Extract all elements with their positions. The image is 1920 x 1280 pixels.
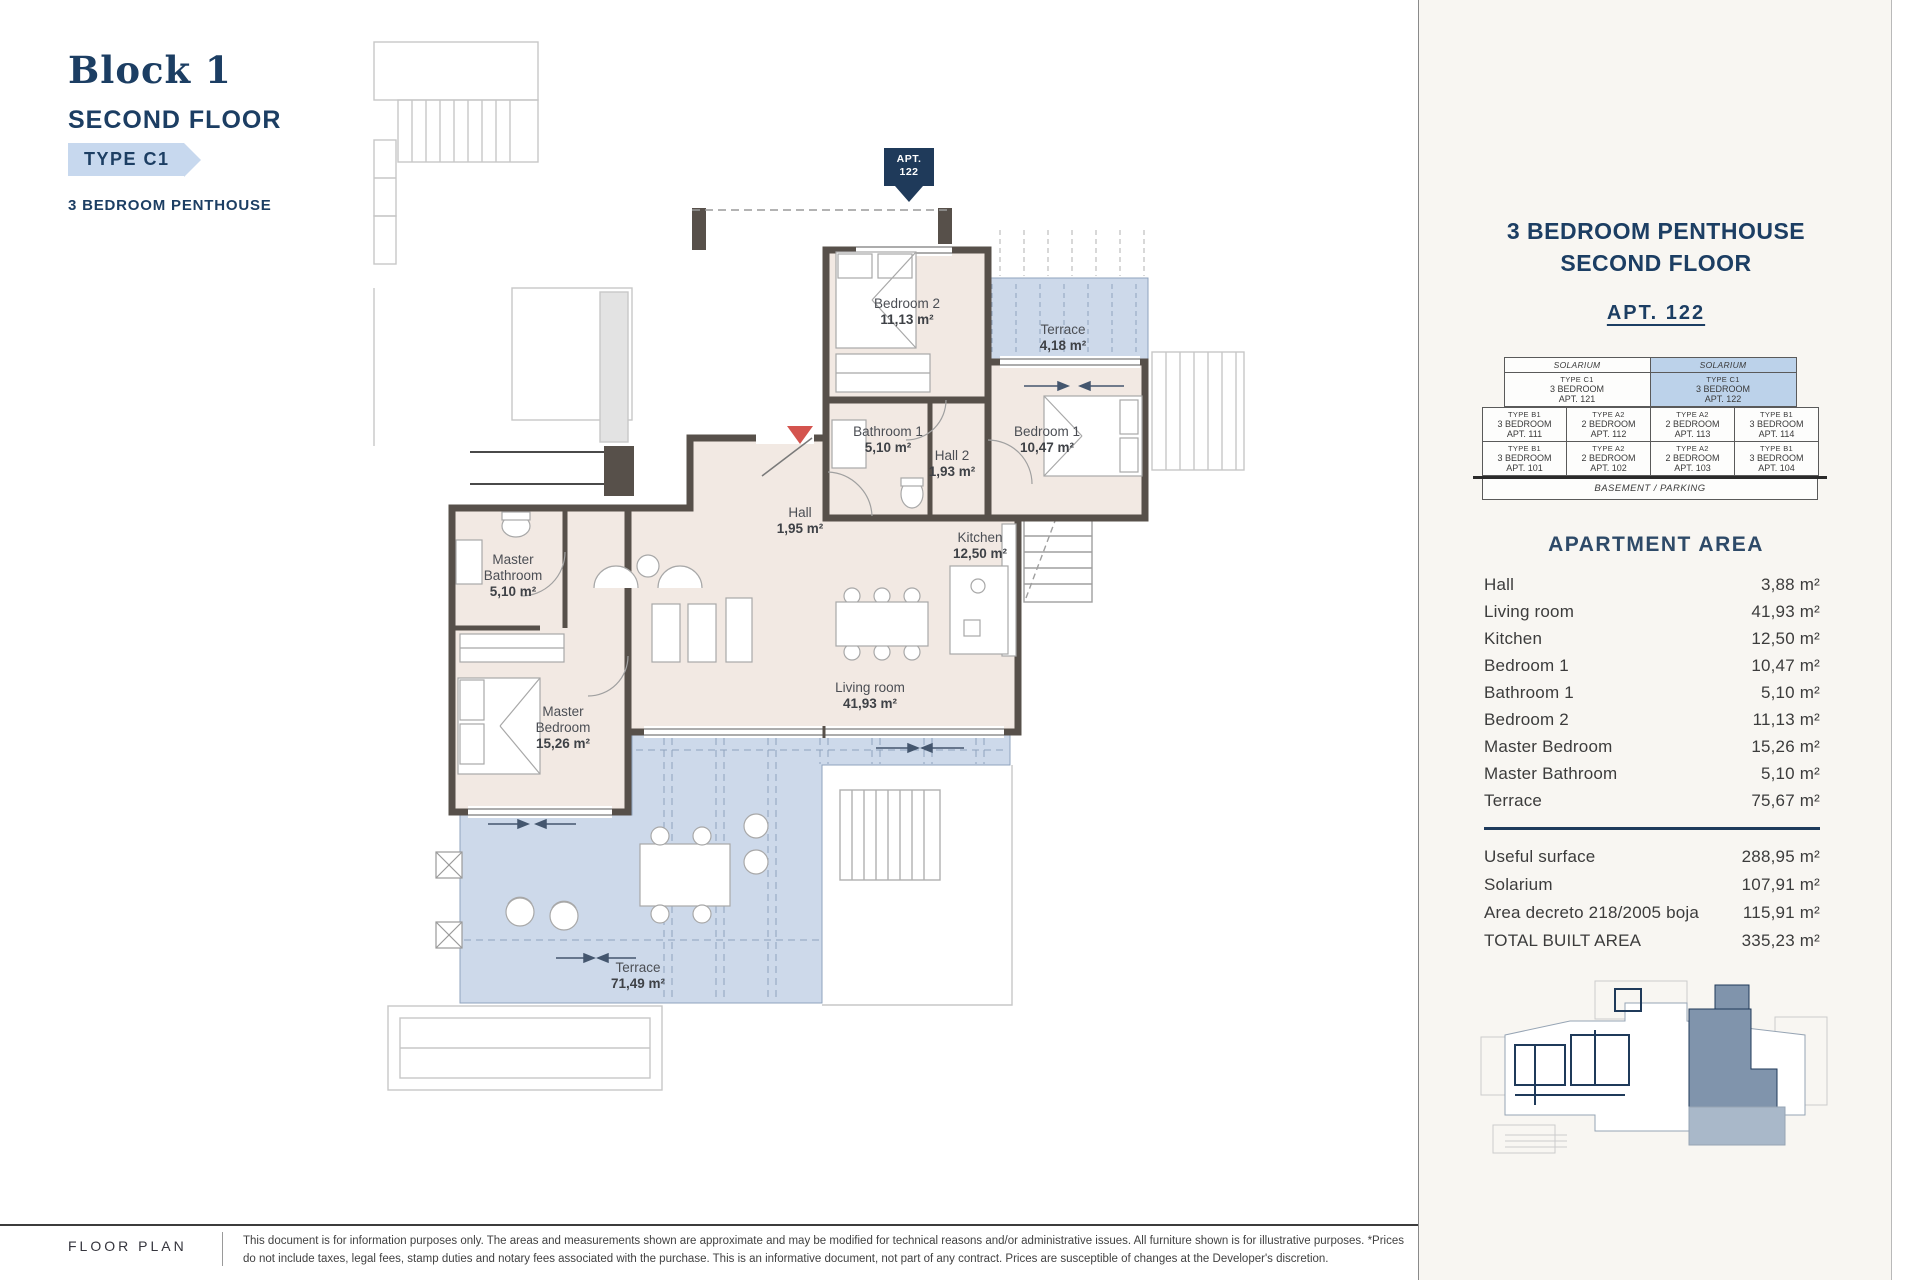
total-label: Area decreto 218/2005 boja xyxy=(1484,903,1700,922)
total-value: 288,95 m² xyxy=(1741,847,1820,866)
room-name: Hall 2 xyxy=(934,448,970,463)
plan-subtitle: 3 BEDROOM PENTHOUSE xyxy=(68,197,272,214)
area-label: Bedroom 1 xyxy=(1484,655,1569,675)
building-stack-diagram xyxy=(1482,357,1818,500)
area-row xyxy=(1484,760,1820,787)
stack-cell-apt-114: TYPE B1 3 BEDROOM APT. 114 xyxy=(1735,408,1819,442)
area-label: Living room xyxy=(1484,601,1575,621)
area-label: Master Bedroom xyxy=(1484,736,1613,756)
area-label: Kitchen xyxy=(1484,628,1543,648)
stack-cell-basement: BASEMENT / PARKING xyxy=(1482,479,1818,500)
area-value: 12,50 m² xyxy=(1751,628,1820,648)
info-panel xyxy=(1418,0,1892,1280)
room-label-hall xyxy=(777,505,824,537)
apt-marker-line1: APT. xyxy=(896,153,922,165)
room-name: Bedroom 1 xyxy=(1013,424,1081,439)
room-label-bathroom1 xyxy=(853,424,923,456)
stack-cell-apt-104: TYPE B1 3 BEDROOM APT. 104 xyxy=(1735,442,1819,476)
stack-cell-apt-112: TYPE A2 2 BEDROOM APT. 112 xyxy=(1567,408,1651,442)
area-row xyxy=(1484,625,1820,652)
type-tag: TYPE C1 xyxy=(68,143,184,176)
stack-cell-apt-102: TYPE A2 2 BEDROOM APT. 102 xyxy=(1567,442,1651,476)
area-heading: APARTMENT AREA xyxy=(1548,533,1764,556)
area-row xyxy=(1484,652,1820,679)
panel-title-line1: 3 BEDROOM PENTHOUSE xyxy=(1506,218,1806,244)
room-name: Hall xyxy=(788,505,812,520)
room-name: Terrace xyxy=(615,960,661,975)
panel-title-line2: SECOND FLOOR xyxy=(1560,250,1752,276)
room-area: 11,13 m² xyxy=(880,311,934,327)
total-row xyxy=(1484,843,1820,871)
context-walls-dark xyxy=(470,446,634,496)
area-value: 3,88 m² xyxy=(1760,574,1820,594)
site-key-plan xyxy=(1475,975,1835,1165)
room-name: Living room xyxy=(835,680,905,695)
area-value: 15,26 m² xyxy=(1751,736,1820,756)
shaft-boxes xyxy=(436,852,462,948)
area-label: Master Bathroom xyxy=(1484,763,1618,783)
room-area: 1,93 m² xyxy=(928,463,976,479)
total-value: 107,91 m² xyxy=(1741,875,1820,894)
stack-cell-solarium-121: SOLARIUM xyxy=(1504,358,1650,373)
stack-cell-apt-122: TYPE C1 3 BEDROOM APT. 122 xyxy=(1650,373,1796,407)
area-value: 11,13 m² xyxy=(1752,709,1820,729)
area-row xyxy=(1484,787,1820,814)
total-value: 115,91 m² xyxy=(1742,903,1820,922)
room-name: Kitchen xyxy=(957,530,1003,545)
floor-title: SECOND FLOOR xyxy=(68,106,282,134)
stack-lower-table xyxy=(1482,407,1819,476)
area-row xyxy=(1484,706,1820,733)
area-row xyxy=(1484,571,1820,598)
room-area: 15,26 m² xyxy=(535,735,591,751)
panel-apt-number: APT. 122 xyxy=(1606,302,1706,324)
room-label-kitchen xyxy=(953,530,1007,562)
room-name: Bedroom 2 xyxy=(873,296,941,311)
stack-cell-apt-111: TYPE B1 3 BEDROOM APT. 111 xyxy=(1483,408,1567,442)
room-name: Master Bathroom xyxy=(483,552,543,583)
stack-cell-apt-103: TYPE A2 2 BEDROOM APT. 103 xyxy=(1651,442,1735,476)
area-value: 75,67 m² xyxy=(1751,790,1820,810)
room-area: 5,10 m² xyxy=(864,439,912,455)
area-value: 41,93 m² xyxy=(1751,601,1820,621)
stack-cell-apt-121: TYPE C1 3 BEDROOM APT. 121 xyxy=(1504,373,1650,407)
room-label-bedroom2 xyxy=(874,296,940,328)
apt-marker-line2: 122 xyxy=(899,166,919,179)
room-label-terrace-large xyxy=(611,960,665,992)
room-label-master-bedroom xyxy=(517,704,609,752)
room-area: 12,50 m² xyxy=(952,545,1008,561)
area-value: 5,10 m² xyxy=(1760,763,1820,783)
total-label: Useful surface xyxy=(1484,847,1596,866)
room-name: Terrace xyxy=(1040,322,1086,337)
room-label-bedroom1 xyxy=(1014,424,1080,456)
footer-disclaimer: This document is for information purposes only. The areas and measurements shown are approximate and may be modified for technical reasons and/or administrative issues. All furniture shown is for illustrative purposes. *Prices do not include taxes, legal fees, stamp duties and notary fees associated with the purchase. This is an informative document, not part of any contract. Prices are susceptible of changes at the Developer's discretion. xyxy=(243,1235,1404,1265)
title-block xyxy=(68,48,281,135)
room-name: Bathroom 1 xyxy=(853,424,923,439)
room-name: Master Bedroom xyxy=(535,704,591,735)
footer-label: FLOOR PLAN xyxy=(68,1238,187,1254)
room-area: 41,93 m² xyxy=(842,695,898,711)
stack-cell-solarium-122: SOLARIUM xyxy=(1650,358,1796,373)
total-row-total-built xyxy=(1484,927,1820,955)
area-value: 5,10 m² xyxy=(1760,682,1820,702)
room-area: 4,18 m² xyxy=(1039,337,1087,353)
total-row xyxy=(1484,871,1820,899)
total-label: TOTAL BUILT AREA xyxy=(1484,931,1642,950)
footer-divider-line xyxy=(0,1224,1418,1226)
area-row xyxy=(1484,679,1820,706)
stack-cell-apt-101: TYPE B1 3 BEDROOM APT. 101 xyxy=(1483,442,1567,476)
area-label: Terrace xyxy=(1484,790,1543,810)
total-label: Solarium xyxy=(1484,875,1553,894)
total-row xyxy=(1484,899,1820,927)
area-list xyxy=(1484,571,1820,814)
room-area: 1,95 m² xyxy=(776,520,824,536)
area-label: Bathroom 1 xyxy=(1484,682,1574,702)
block-title: Block 1 xyxy=(68,48,232,92)
area-value: 10,47 m² xyxy=(1751,655,1820,675)
room-area: 71,49 m² xyxy=(610,975,666,991)
stack-cell-apt-113: TYPE A2 2 BEDROOM APT. 113 xyxy=(1651,408,1735,442)
total-value: 335,23 m² xyxy=(1741,931,1820,950)
room-label-terrace-small xyxy=(1040,322,1087,354)
room-label-living-room xyxy=(835,680,905,712)
area-row xyxy=(1484,598,1820,625)
room-label-hall2 xyxy=(929,448,976,480)
totals-divider xyxy=(1484,827,1820,830)
room-area: 10,47 m² xyxy=(1019,439,1075,455)
footer-vertical-divider xyxy=(222,1232,223,1266)
area-row xyxy=(1484,733,1820,760)
stack-upper-table xyxy=(1504,357,1797,407)
apt-marker xyxy=(884,148,934,186)
area-label: Bedroom 2 xyxy=(1484,709,1569,729)
room-label-master-bathroom xyxy=(467,552,559,600)
area-label: Hall xyxy=(1484,574,1515,594)
room-area: 5,10 m² xyxy=(489,583,537,599)
totals-list xyxy=(1484,843,1820,955)
